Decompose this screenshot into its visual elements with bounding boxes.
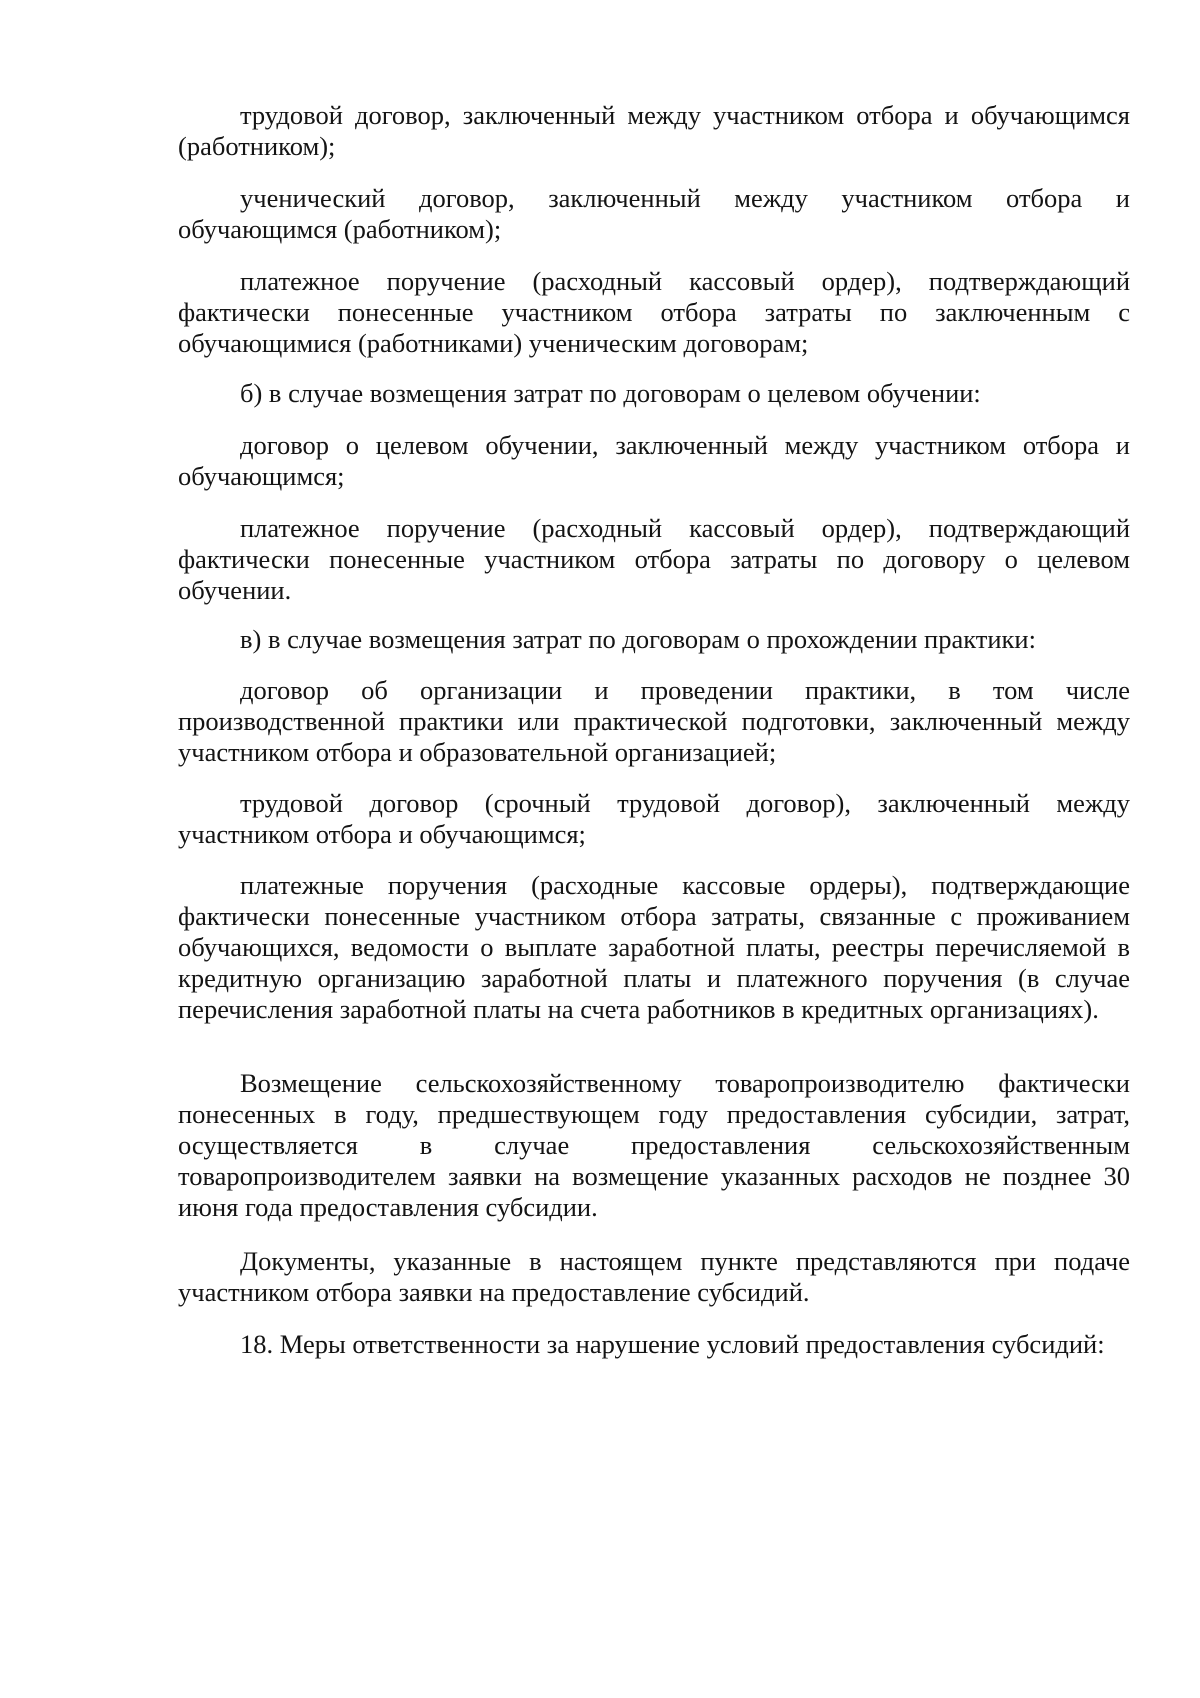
body-text bbox=[178, 378, 1130, 409]
paragraph-documents-submission: Документы, указанные в настоящем пункте представляются при подаче участником отбора заявки на предоставление субсидий. bbox=[178, 1246, 1130, 1307]
paragraph-payment-order-apprentice: платежное поручение (расходный кассовый ордер), подтверждающий фактически понесенные участником отбора затраты по заключенным с обучающимися (работниками) ученическим договорам; bbox=[178, 266, 1130, 358]
paragraph-compensation: Возмещение сельскохозяйственному товаропроизводителю фактически понесенных в году, предшествующем году предоставления субсидии, затрат, осуществляется в случае предоставления сельскохозяйственным товаропроизводителем заявки на возмещение указанных расходов не позднее 30 июня года предоставления субсидии. bbox=[178, 1068, 1130, 1222]
body-text bbox=[178, 266, 1130, 359]
paragraph-payment-order-target: платежное поручение (расходный кассовый ордер), подтверждающий фактически понесенные участником отбора затраты по договору о целевом обучении. bbox=[178, 513, 1130, 605]
paragraph-apprentice-contract: ученический договор, заключенный между участником отбора и обучающимся (работником); bbox=[178, 183, 1130, 244]
paragraph-payment-orders-practice: платежные поручения (расходные кассовые ордеры), подтверждающие фактически понесенные участником отбора затраты, связанные с проживанием обучающихся, ведомости о выплате заработной платы, реестры перечисляемой в кредитную организацию заработной платы и платежного поручения (в случае перечисления заработной платы на счета работников в кредитных организациях). bbox=[178, 870, 1130, 1024]
body-text bbox=[178, 675, 1130, 768]
body-text bbox=[178, 100, 1130, 162]
paragraph-labor-contract: трудовой договор, заключенный между участником отбора и обучающимся (работником); bbox=[178, 100, 1130, 161]
paragraph-section-18: 18. Меры ответственности за нарушение условий предоставления субсидий: bbox=[240, 1329, 1105, 1359]
paragraph-target-training-contract: договор о целевом обучении, заключенный между участником отбора и обучающимся; bbox=[178, 430, 1130, 491]
body-text bbox=[178, 183, 1130, 245]
body-text bbox=[178, 624, 1130, 655]
paragraph-item-v: в) в случае возмещения затрат по договорам о прохождении практики: bbox=[240, 624, 1036, 654]
paragraph-fixed-term-contract: трудовой договор (срочный трудовой договор), заключенный между участником отбора и обучающимся; bbox=[178, 788, 1130, 849]
body-text bbox=[178, 513, 1130, 606]
body-text bbox=[178, 870, 1130, 1025]
body-text bbox=[178, 788, 1130, 850]
body-text bbox=[178, 430, 1130, 492]
paragraph-item-b: б) в случае возмещения затрат по договорам о целевом обучении: bbox=[240, 378, 981, 408]
paragraph-practice-contract: договор об организации и проведении практики, в том числе производственной практики или практической подготовки, заключенный между участником отбора и образовательной организацией; bbox=[178, 675, 1130, 767]
body-text bbox=[178, 1246, 1130, 1308]
body-text bbox=[178, 1068, 1130, 1223]
body-text bbox=[178, 1329, 1130, 1360]
